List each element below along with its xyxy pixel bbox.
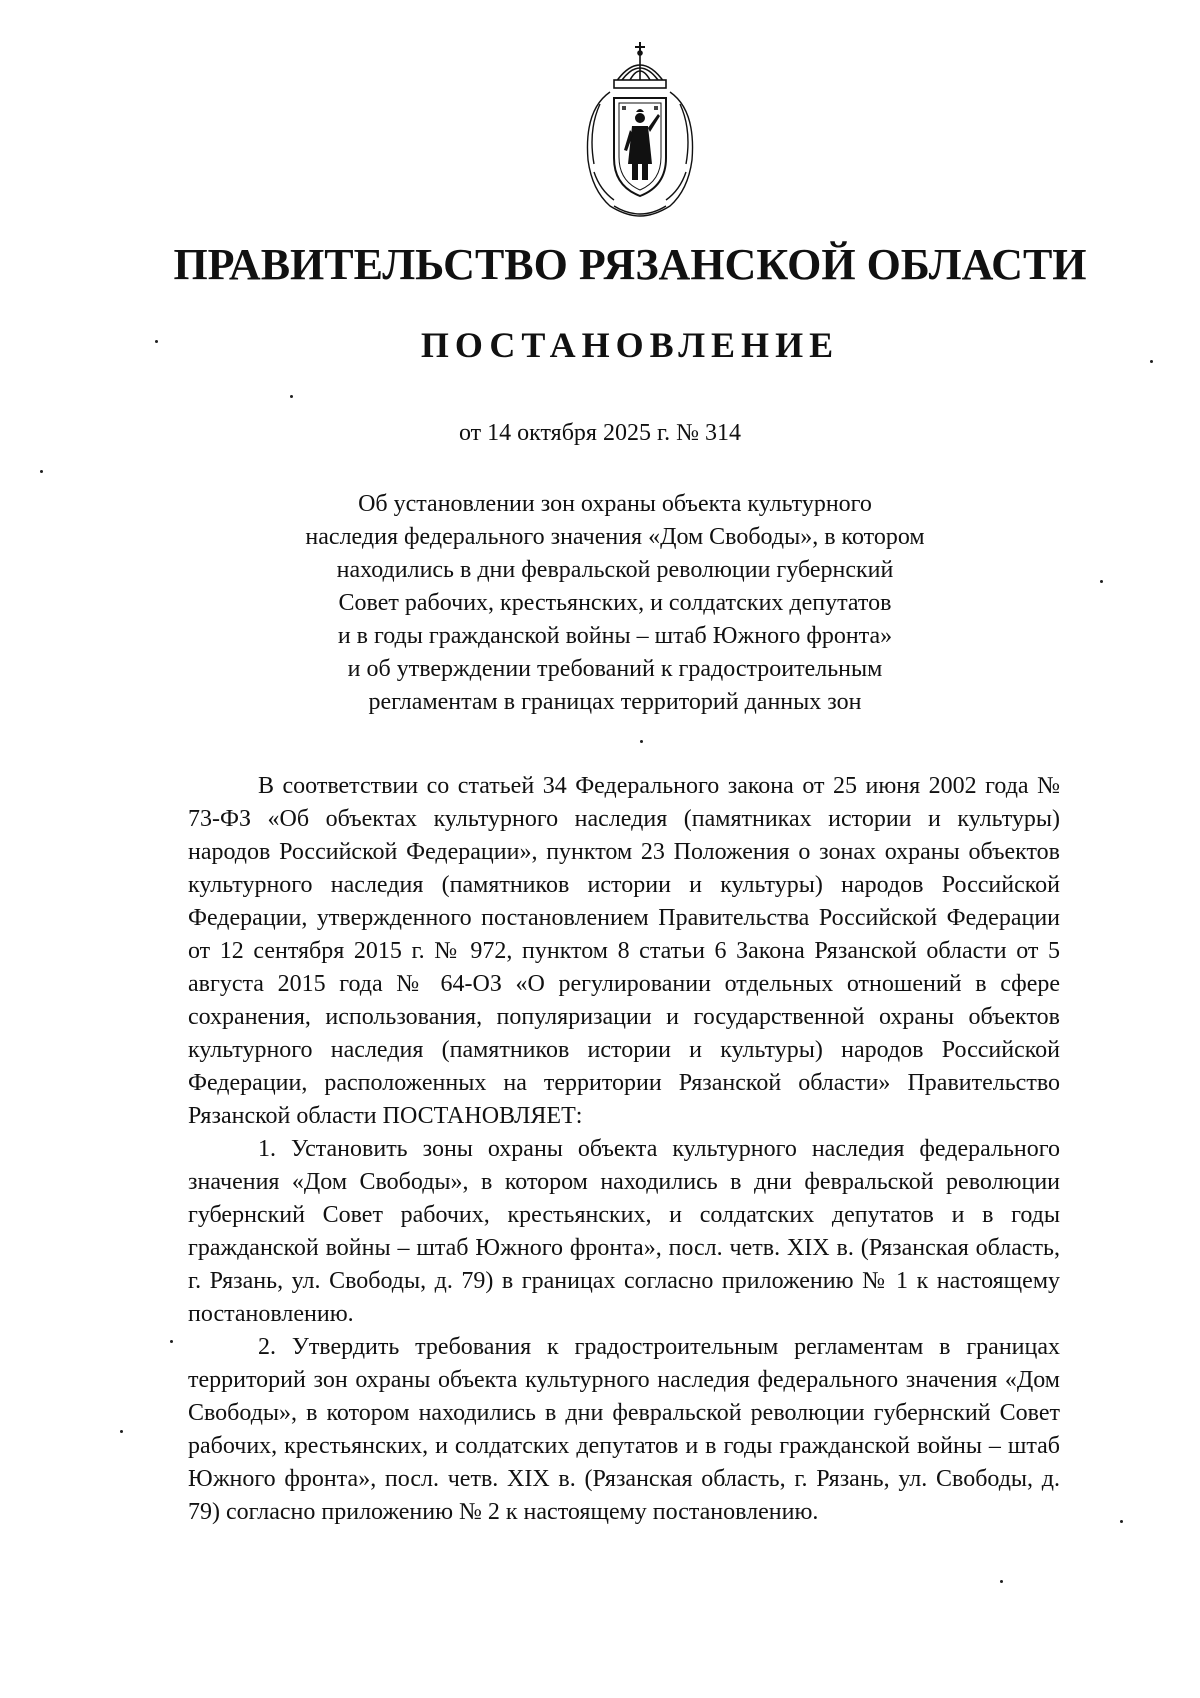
- subject-line: и об утверждении требований к градостроительным: [347, 656, 883, 682]
- subject-line: Об установлении зон охраны объекта культурного: [358, 491, 872, 517]
- subject-line: регламентам в границах территорий данных зон: [368, 689, 862, 715]
- subject-line: наследия федерального значения «Дом Свободы», в котором: [305, 524, 925, 550]
- subject-line: Совет рабочих, крестьянских, и солдатских депутатов: [338, 590, 892, 616]
- document-type-heading: ПОСТАНОВЛЕНИЕ: [420, 325, 840, 365]
- organization-title: ПРАВИТЕЛЬСТВО РЯЗАНСКОЙ ОБЛАСТИ: [173, 240, 1087, 289]
- document-date-number: от 14 октября 2025 г. № 314: [458, 420, 741, 446]
- document-body: [188, 770, 1060, 1529]
- preamble-paragraph: В соответствии со статьей 34 Федерального закона от 25 июня 2002 года № 73-ФЗ «Об объектах культурного наследия (памятниках истории и культуры) народов Российской Федерации», пунктом 23 Положения о зонах охраны объектов культурного наследия (памятников истории и культуры) народов Российской Федерации, утвержденного постановлением Правительства Российской Федерации от 12 сентября 2015 г. № 972, пунктом 8 статьи 6 Закона Рязанской области от 5 августа 2015 года № 64-ОЗ «О регулировании отдельных отношений в сфере сохранения, использования, популяризации и государственной охраны объектов культурного наследия (памятников истории и культуры) народов Российской Федерации, расположенных на территории Рязанской области» Правительство Рязанской области ПОСТАНОВЛЯЕТ:: [188, 773, 1060, 1129]
- document-subject: [200, 488, 1030, 719]
- item-2-paragraph: 2. Утвердить требования к градостроительным регламентам в границах территорий зон охраны объекта культурного наследия федерального значения «Дом Свободы», в котором находились в дни февральской революции губернский Совет рабочих, крестьянских, и солдатских депутатов и в годы гражданской войны – штаб Южного фронта», посл. четв. XIX в. (Рязанская область, г. Рязань, ул. Свободы, д. 79) согласно приложению № 2 к настоящему постановлению.: [188, 1334, 1060, 1525]
- subject-line: находились в дни февральской революции губернский: [336, 557, 894, 583]
- subject-line: и в годы гражданской войны – штаб Южного фронта»: [337, 623, 893, 649]
- ryazan-coat-of-arms-icon: [570, 40, 710, 220]
- item-1-paragraph: 1. Установить зоны охраны объекта культурного наследия федерального значения «Дом Свободы», в котором находились в дни февральской революции губернский Совет рабочих, крестьянских, и солдатских депутатов и в годы гражданской войны – штаб Южного фронта», посл. четв. XIX в. (Рязанская область, г. Рязань, ул. Свободы, д. 79) в границах согласно приложению № 1 к настоящему постановлению.: [188, 1136, 1060, 1327]
